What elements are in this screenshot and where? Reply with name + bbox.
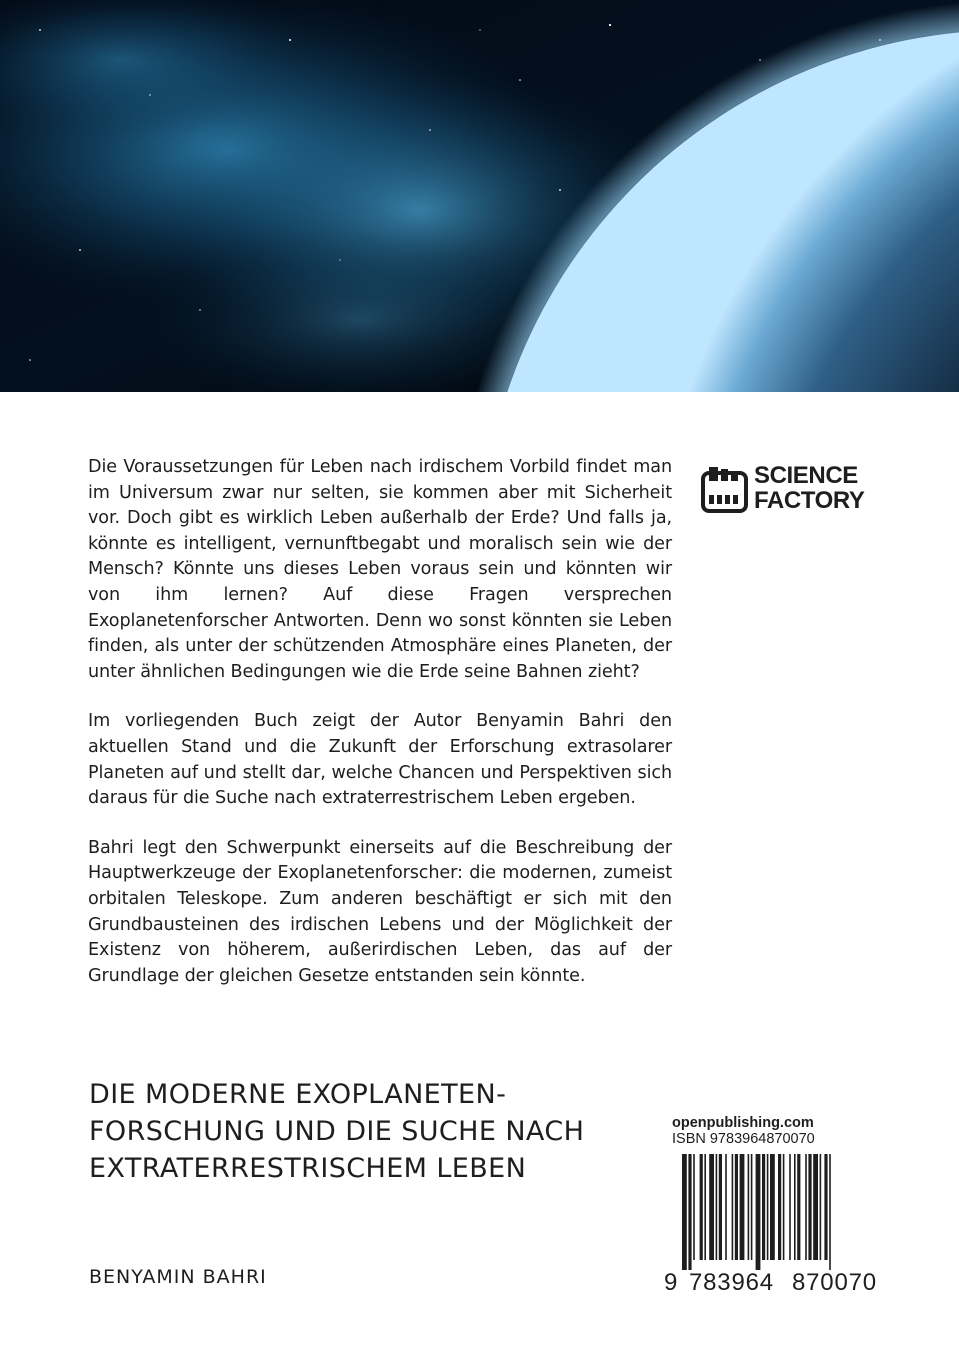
barcode-bar xyxy=(813,1154,818,1260)
author-name: BENYAMIN BAHRI xyxy=(89,1266,267,1288)
barcode-bar xyxy=(820,1154,822,1260)
book-title: DIE MODERNE EXOPLANETEN-FORSCHUNG UND DIE SUCHE NACH EXTRATERRESTRISCHEM LEBEN xyxy=(89,1079,585,1184)
isbn-label: ISBN 9783964870070 xyxy=(672,1131,815,1147)
barcode-bar xyxy=(762,1154,765,1260)
logo-text-line1: SCIENCE xyxy=(754,462,858,489)
barcode-bar xyxy=(748,1154,750,1260)
barcode-bar xyxy=(732,1154,734,1260)
barcode-bar xyxy=(829,1154,831,1270)
barcode-bar xyxy=(725,1154,727,1260)
isbn-barcode xyxy=(662,1150,896,1295)
barcode-bars xyxy=(682,1154,831,1270)
logo-text-line2: FACTORY xyxy=(754,487,865,514)
barcode-bar xyxy=(805,1154,807,1260)
science-factory-logo-icon xyxy=(701,465,748,515)
barcode-bar xyxy=(783,1154,785,1260)
barcode-bar xyxy=(709,1154,714,1260)
barcode-bar xyxy=(778,1154,781,1260)
barcode-bar xyxy=(770,1154,775,1260)
barcode-bar xyxy=(824,1154,827,1260)
publisher-website: openpublishing.com xyxy=(672,1115,814,1131)
science-factory-logo xyxy=(701,463,871,519)
barcode-bar xyxy=(719,1154,722,1260)
blurb-paragraph-1: Die Voraussetzungen für Leben nach irdischem Vorbild findet man im Universum zwar nur selten, sie kommen aber mit Sicherheit vor. Doch gibt es wirklich Leben außerhalb der Erde? Und falls ja, könnte es intelligent, vernunftbegabt und moralisch sein wie der Mensch? Könnte uns dieses Leben voraus sein und könnten wir von ihm lernen? Auf diese Fragen versprechen Exoplanetenforscher Antworten. Denn wo sonst könnten sie Leben finden, als unter der schützenden Atmosphäre eines Planeten, der unter ähnlichen Bedingungen wie die Erde seine Bahnen zieht? xyxy=(88,457,672,682)
barcode-bar xyxy=(716,1154,718,1260)
barcode-bar xyxy=(740,1154,745,1260)
blurb-paragraph-2: Im vorliegenden Buch zeigt der Autor Benyamin Bahri den aktuellen Stand und die Zukunft der Erforschung extrasolarer Planeten auf und stellt dar, welche Chancen und Perspektiven sich daraus für die Suche nach extraterrestrischem Leben ergeben. xyxy=(88,711,672,809)
barcode-bar xyxy=(808,1154,811,1260)
barcode-bar xyxy=(682,1154,687,1270)
barcode-bar xyxy=(700,1154,703,1260)
barcode-bar xyxy=(735,1154,738,1260)
blurb xyxy=(88,455,672,1013)
barcode-bar xyxy=(751,1154,753,1260)
barcode-group-1: 783964 xyxy=(689,1269,774,1295)
barcode-bar xyxy=(794,1154,796,1260)
barcode-bar xyxy=(789,1154,791,1260)
barcode-bar xyxy=(688,1154,691,1270)
barcode-bar xyxy=(756,1154,761,1270)
barcode-bar xyxy=(767,1154,769,1260)
barcode-first-digit: 9 xyxy=(664,1269,678,1295)
blurb-paragraph-3: Bahri legt den Schwerpunkt einerseits auf die Beschreibung der Hauptwerkzeuge der Exoplanetenforscher: die modernen, zumeist orbitalen Teleskope. Zum anderen beschäftigt er sich mit den Grundbausteinen des irdischen Lebens und der Möglichkeit der Existenz von höherem, außerirdischen Leben, das auf der Grundlage der gleichen Gesetze entstanden sein könnte. xyxy=(88,837,672,986)
barcode-bar xyxy=(704,1154,706,1260)
barcode-bar xyxy=(797,1154,800,1260)
planet-in-space-image xyxy=(0,0,959,392)
barcode-bar xyxy=(693,1154,695,1260)
barcode-group-2: 870070 xyxy=(792,1269,877,1295)
